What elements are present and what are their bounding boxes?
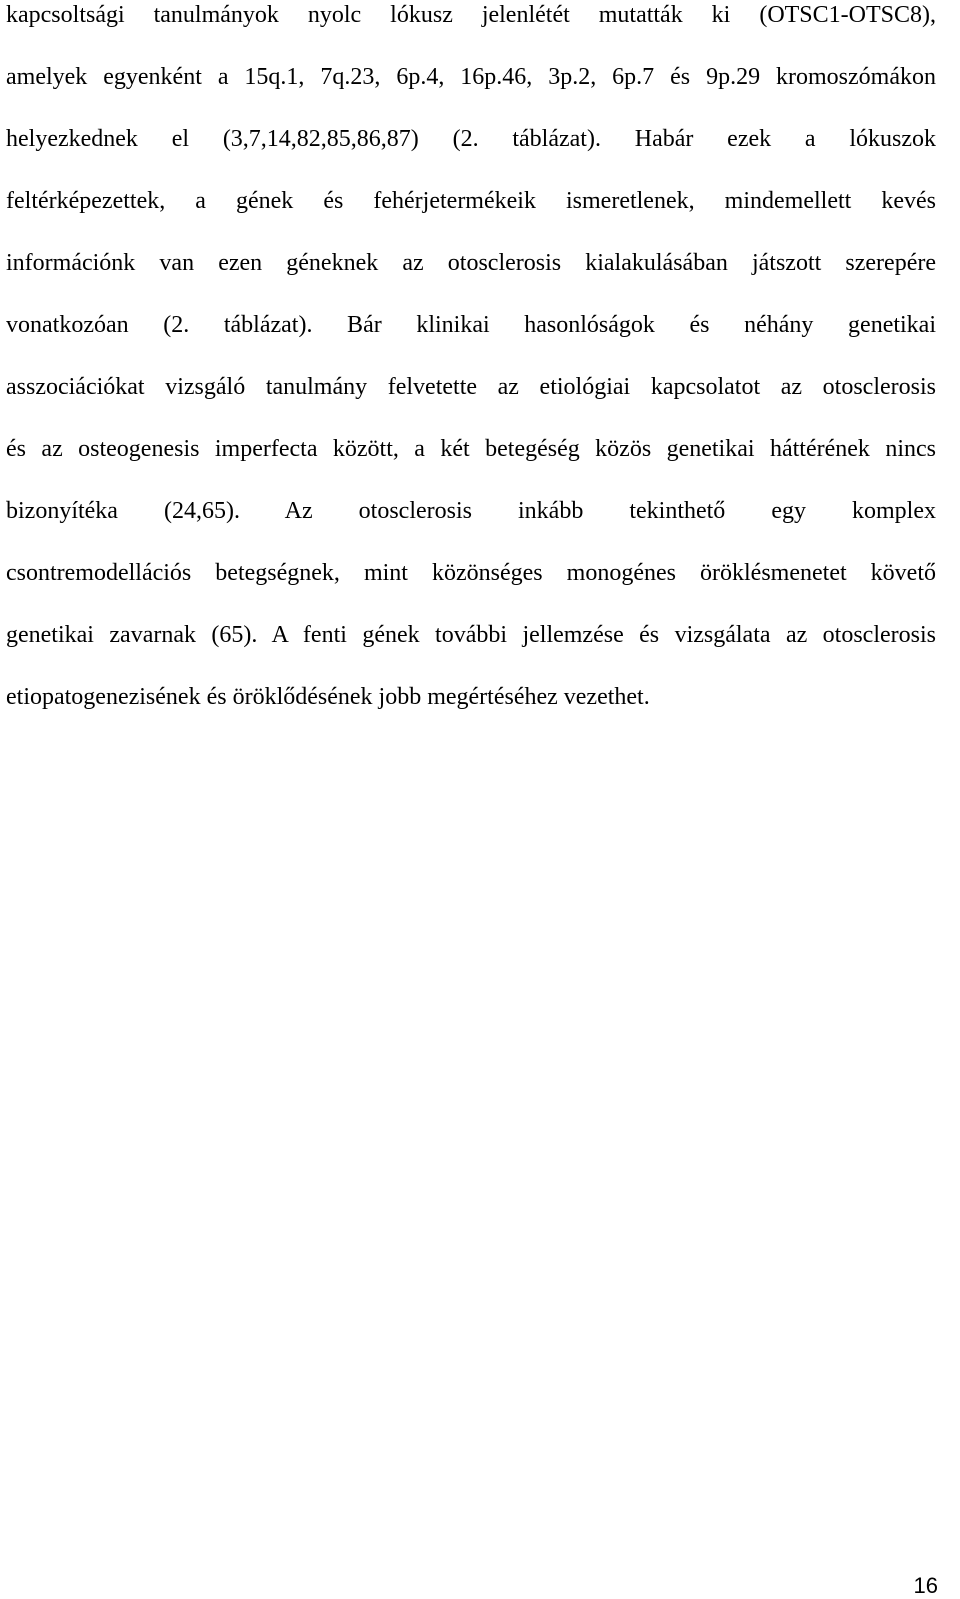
page-number: 16 bbox=[913, 1573, 938, 1598]
text-line: asszociációkat vizsgáló tanulmány felvetette az etiológiai kapcsolatot az otosclerosis bbox=[6, 374, 936, 400]
text-line: csontremodellációs betegségnek, mint közönséges monogénes öröklésmenetet követő bbox=[6, 560, 936, 586]
text-line: helyezkednek el (3,7,14,82,85,86,87) (2. táblázat). Habár ezek a lókuszok bbox=[6, 126, 936, 152]
text-line: amelyek egyenként a 15q.1, 7q.23, 6p.4, 16p.46, 3p.2, 6p.7 és 9p.29 kromoszómákon bbox=[6, 64, 936, 90]
text-line: feltérképezettek, a gének és fehérjetermékeik ismeretlenek, mindemellett kevés bbox=[6, 188, 936, 214]
text-line: kapcsoltsági tanulmányok nyolc lókusz jelenlétét mutatták ki (OTSC1-OTSC8), bbox=[6, 2, 936, 28]
text-line: bizonyítéka (24,65). Az otosclerosis inkább tekinthető egy komplex bbox=[6, 498, 936, 524]
text-line: vonatkozóan (2. táblázat). Bár klinikai hasonlóságok és néhány genetikai bbox=[6, 312, 936, 338]
text-line: információnk van ezen géneknek az otosclerosis kialakulásában játszott szerepére bbox=[6, 250, 936, 276]
text-line-last: etiopatogenezisének és öröklődésének jobb megértéséhez vezethet. bbox=[6, 684, 650, 710]
text-line: genetikai zavarnak (65). A fenti gének további jellemzése és vizsgálata az otosclerosis bbox=[6, 622, 936, 648]
text-line: és az osteogenesis imperfecta között, a két betegéség közös genetikai háttérének nincs bbox=[6, 436, 936, 462]
